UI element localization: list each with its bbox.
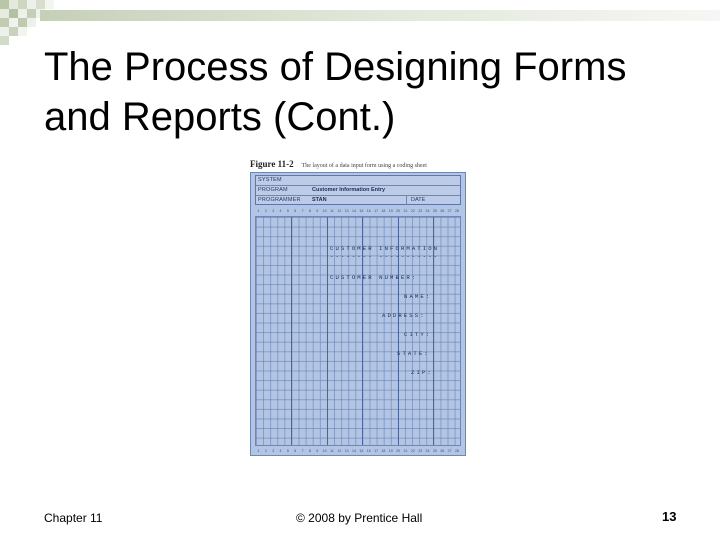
coding-sheet-header	[255, 175, 461, 205]
customer-number-label: CUSTOMER NUMBER:	[330, 274, 418, 281]
column-number: 27	[447, 209, 452, 213]
column-number: 22	[410, 209, 415, 213]
column-number: 24	[425, 449, 430, 453]
column-number: 14	[352, 449, 357, 453]
column-numbers-top	[255, 207, 461, 215]
column-number: 28	[454, 449, 459, 453]
column-number: 19	[388, 209, 393, 213]
column-number: 13	[344, 209, 349, 213]
column-numbers-bottom	[255, 447, 461, 455]
coding-sheet	[250, 172, 466, 456]
slide-title: The Process of Designing Forms and Reports (Cont.)	[44, 45, 627, 139]
system-label: SYSTEM	[258, 177, 282, 183]
figure-caption-text: The layout of a data input form using a coding sheet	[301, 163, 427, 169]
footer-chapter: Chapter 11	[44, 511, 103, 525]
column-number: 21	[403, 449, 408, 453]
column-number: 15	[359, 209, 364, 213]
figure-label: Figure 11-2	[250, 159, 294, 169]
column-number: 19	[388, 449, 393, 453]
column-number: 5	[286, 449, 289, 453]
column-number: 7	[301, 449, 304, 453]
figure-coding-sheet	[248, 158, 470, 458]
column-number: 9	[316, 209, 319, 213]
decorative-squares	[0, 0, 60, 44]
column-number: 12	[337, 449, 342, 453]
address-label: ADDRESS:	[382, 312, 426, 319]
column-number: 26	[440, 449, 445, 453]
column-number: 14	[352, 209, 357, 213]
column-number: 4	[279, 449, 282, 453]
column-number: 2	[264, 209, 267, 213]
column-number: 3	[272, 449, 275, 453]
column-number: 26	[440, 209, 445, 213]
column-number: 6	[294, 209, 297, 213]
column-number: 8	[308, 209, 311, 213]
city-label: CITY:	[404, 331, 432, 338]
column-number: 23	[418, 449, 423, 453]
footer-page-number: 13	[662, 509, 677, 524]
column-number: 1	[257, 209, 260, 213]
column-number: 16	[366, 449, 371, 453]
column-number: 8	[308, 449, 311, 453]
column-number: 9	[316, 449, 319, 453]
column-number: 12	[337, 209, 342, 213]
column-number: 4	[279, 209, 282, 213]
column-number: 16	[366, 209, 371, 213]
top-decorative-rule	[40, 10, 720, 21]
column-number: 15	[359, 449, 364, 453]
program-value: Customer Information Entry	[312, 187, 386, 193]
column-number: 3	[272, 209, 275, 213]
figure-caption	[250, 158, 427, 170]
column-number: 22	[410, 449, 415, 453]
column-number: 5	[286, 209, 289, 213]
column-number: 25	[432, 449, 437, 453]
column-number: 13	[344, 449, 349, 453]
column-number: 11	[330, 209, 334, 213]
column-number: 17	[374, 209, 379, 213]
column-number: 2	[264, 449, 267, 453]
column-number: 7	[301, 209, 304, 213]
programmer-label: PROGRAMMER	[258, 197, 301, 203]
column-number: 20	[396, 449, 401, 453]
name-label: NAME:	[404, 293, 432, 300]
column-number: 17	[374, 449, 379, 453]
column-number: 6	[294, 449, 297, 453]
state-label: STATE:	[397, 350, 430, 357]
column-number: 27	[447, 449, 452, 453]
column-number: 18	[381, 449, 386, 453]
date-label: DATE	[411, 197, 426, 203]
column-number: 28	[454, 209, 459, 213]
column-number: 24	[425, 209, 430, 213]
column-number: 21	[403, 209, 408, 213]
column-number: 25	[432, 209, 437, 213]
column-number: 23	[418, 209, 423, 213]
programmer-value: STAN	[312, 197, 327, 203]
column-number: 20	[396, 209, 401, 213]
program-label: PROGRAM	[258, 187, 288, 193]
form-heading-underline: -------- -----------	[330, 253, 440, 260]
zip-label: ZIP:	[411, 369, 433, 376]
footer-copyright: © 2008 by Prentice Hall	[296, 511, 423, 525]
coding-grid	[255, 216, 461, 446]
column-number: 1	[257, 449, 260, 453]
column-number: 10	[322, 209, 327, 213]
column-number: 18	[381, 209, 386, 213]
column-number: 11	[330, 449, 334, 453]
form-heading: CUSTOMER INFORMATION	[330, 245, 440, 252]
column-number: 10	[322, 449, 327, 453]
